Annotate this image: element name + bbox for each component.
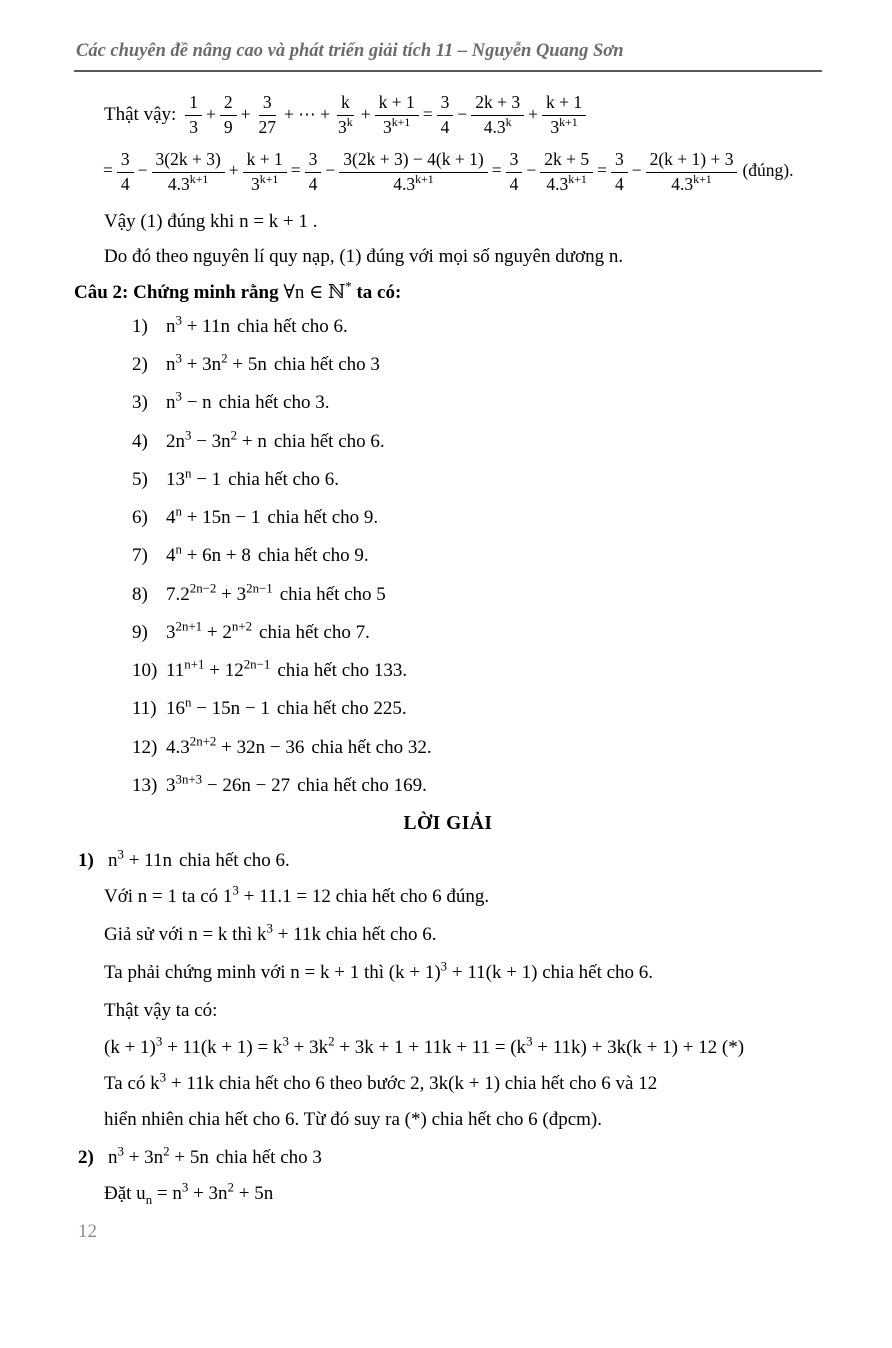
problem-number: 3) — [132, 392, 148, 414]
problem-math: $4.3^{2n+2} + 32n - 36$ — [166, 733, 305, 758]
problem-math: $11^{n+1} + 12^{2n-1}$ — [166, 656, 271, 682]
problem-item-6 — [132, 503, 822, 530]
solution-line-indeed: Thật vậy ta có: — [104, 999, 218, 1021]
equation-1-label: Thật vậy: — [104, 103, 177, 125]
solution-line-hypothesis: Giả sử với n = k thì $k^3 + 11k$ chia hết cho 6. — [104, 920, 437, 945]
problem-number: 7) — [132, 545, 148, 567]
problem-math: $n^3 + 3n^2 + 5n$ — [166, 350, 267, 376]
page-header: Các chuyên đề nâng cao và phát triển giải tích 11 – Nguyễn Quang Sơn — [74, 40, 822, 72]
problem-item-9 — [132, 618, 822, 645]
problem-item-2 — [132, 350, 822, 377]
problem-number: 13) — [132, 774, 158, 796]
problem-math: $13^n - 1$ — [166, 465, 222, 490]
fraction: $\frac{1}{3}$ — [185, 92, 202, 139]
problem-list — [74, 312, 822, 798]
problem-item-5 — [132, 465, 822, 492]
problem-text: chia hết cho 32. — [311, 736, 432, 758]
problem-item-12 — [132, 733, 822, 760]
problem-text: chia hết cho 225. — [276, 698, 407, 720]
operator: + — [528, 103, 538, 124]
solutions-heading: LỜI GIẢI — [403, 813, 493, 835]
problem-item-1 — [132, 312, 822, 339]
solution-item-math: $n^3 + 11n$ — [108, 846, 172, 871]
problem-number: 9) — [132, 621, 148, 643]
solution-item-text: chia hết cho 3 — [215, 1146, 322, 1168]
solution-line-goal: Ta phải chứng minh với n = k + 1 thì $(k + 1)^3 + 11(k + 1)$ chia hết cho 6. — [104, 958, 654, 983]
problem-item-3 — [132, 391, 822, 415]
fraction: $\frac{k + 1}{3^{k+1}}$ — [375, 92, 419, 139]
fraction: $\frac{k}{3^k}$ — [338, 92, 353, 137]
problem-number: 8) — [132, 583, 148, 605]
equation-line-2 — [74, 149, 822, 196]
equation-text: (đúng). — [742, 160, 794, 181]
problem-number: 12) — [132, 736, 158, 758]
operator: − — [526, 160, 537, 181]
fraction: $\frac{3}{4}$ — [611, 149, 628, 196]
problem-math: $4^n + 6n + 8$ — [166, 542, 251, 567]
problem-number: 1) — [132, 315, 148, 337]
operator: − — [457, 103, 468, 124]
operator: − — [137, 160, 148, 181]
problem-item-11 — [132, 697, 822, 721]
solution-item-math: $n^3 + 3n^2 + 5n$ — [108, 1143, 209, 1168]
problem-text: chia hết cho 9. — [267, 507, 379, 529]
fraction: $\frac{2(k + 1) + 3}{4.3^{k+1}}$ — [646, 149, 738, 196]
problem-item-8 — [132, 580, 822, 607]
equation-1-body — [184, 92, 587, 137]
conclusion-line-2: Do đó theo nguyên lí quy nạp, (1) đúng với mọi số nguyên dương n. — [104, 246, 624, 268]
problem-item-10 — [132, 656, 822, 683]
problem-math: $3^{2n+1} + 2^{n+2}$ — [166, 618, 253, 643]
problem-math: $16^n - 15n - 1$ — [166, 695, 270, 720]
fraction: $\frac{k + 1}{3^{k+1}}$ — [243, 149, 287, 196]
problem-math: $n^3 - n$ — [166, 389, 212, 414]
problem-text: chia hết cho 169. — [297, 774, 427, 796]
operator: = — [103, 160, 113, 181]
problem-number: 4) — [132, 430, 148, 452]
problem-text: chia hết cho 3 — [273, 354, 380, 376]
problem-math: $4^n + 15n - 1$ — [166, 503, 261, 529]
operator: = — [597, 160, 607, 181]
problem-math: $2n^3 - 3n^2 + n$ — [166, 427, 267, 452]
solution-item-1-title — [74, 846, 822, 873]
solution-line-argument-1: Ta có $k^3 + 11k$ chia hết cho 6 theo bước 2, 3k(k + 1) chia hết cho 6 và 12 — [104, 1069, 658, 1094]
fraction: $\frac{k + 1}{3^{k+1}}$ — [542, 92, 586, 139]
problem-math: $7.2^{2n-2} + 3^{2n-1}$ — [166, 580, 273, 605]
operator: + — [228, 160, 239, 181]
fraction: $\frac{3(2k + 3)}{4.3^{k+1}}$ — [152, 149, 225, 196]
solution-item-number: 2) — [78, 1146, 94, 1168]
fraction: $\frac{2}{9}$ — [220, 92, 237, 139]
fraction: $\frac{3(2k + 3) - 4(k + 1)}{4.3^{k+1}}$ — [339, 149, 487, 196]
operator: = — [491, 160, 502, 181]
problem-math: $3^{3n+3} - 26n - 27$ — [166, 771, 291, 796]
solution-line-argument-2: hiển nhiên chia hết cho 6. Từ đó suy ra (*) chia hết cho 6 (đpcm). — [104, 1108, 602, 1130]
fraction: $\frac{3}{4}$ — [437, 92, 454, 139]
solution-line-base-case: Với n = 1 ta có $1^3 + 11.1 = 12$ chia hết cho 6 đúng. — [104, 882, 490, 908]
problem-text: chia hết cho 5 — [279, 583, 386, 605]
problem-2-heading — [74, 278, 822, 305]
fraction: $\frac{2k + 5}{4.3^{k+1}}$ — [540, 149, 593, 196]
fraction: $\frac{3}{4}$ — [506, 149, 523, 196]
equation-2-body — [100, 148, 794, 194]
fraction: $\frac{3}{4}$ — [117, 149, 134, 196]
problem-item-13 — [132, 771, 822, 798]
fraction: $\frac{3}{4}$ — [305, 149, 322, 196]
problem-number: 2) — [132, 354, 148, 376]
problem-text: chia hết cho 7. — [259, 621, 370, 643]
operator: − — [325, 160, 336, 181]
problem-2-title: Chứng minh rằng — [133, 282, 279, 304]
operator: = — [290, 160, 301, 181]
solution-item-number: 1) — [78, 849, 94, 871]
fraction: $\frac{3}{27}$ — [258, 92, 277, 137]
operator: = — [422, 103, 433, 124]
solution-item-text: chia hết cho 6. — [178, 849, 290, 871]
problem-2-label: Câu 2: — [74, 282, 129, 304]
operator: + ⋯ + — [284, 103, 331, 124]
problem-item-7 — [132, 544, 822, 568]
problem-text: chia hết cho 6. — [273, 430, 385, 452]
solution-line-dat-un: Đặt $u_n = n^3 + 3n^2 + 5n$ — [104, 1179, 274, 1208]
problem-item-4 — [132, 427, 822, 454]
equation-line-1 — [74, 92, 822, 139]
problem-text: chia hết cho 9. — [257, 545, 369, 567]
problem-text: chia hết cho 3. — [218, 392, 330, 414]
operator: + — [360, 103, 371, 124]
conclusion-line-1: Vậy (1) đúng khi n = k + 1 . — [104, 210, 318, 232]
problem-text: chia hết cho 6. — [236, 315, 348, 337]
problem-number: 6) — [132, 507, 148, 529]
problem-number: 11) — [132, 698, 157, 720]
problem-2-quantifier: ∀n ∈ ℕ* — [283, 278, 352, 304]
operator: − — [631, 160, 642, 181]
operator: + — [240, 103, 251, 124]
solution-line-expansion: $(k + 1)^3 + 11(k + 1) = k^3 + 3k^2 + 3k + 1 + 11k + 11 = (k^3 + 11k) + 3k(k + 1) + 12$ (*) — [104, 1033, 745, 1059]
problem-number: 5) — [132, 468, 148, 490]
problem-2-tail: ta có: — [356, 282, 402, 304]
problem-number: 10) — [132, 660, 158, 682]
problem-math: $n^3 + 11n$ — [166, 312, 230, 337]
solution-item-2-title — [74, 1143, 822, 1170]
problem-text: chia hết cho 6. — [228, 468, 339, 490]
operator: + — [206, 103, 216, 124]
problem-text: chia hết cho 133. — [277, 660, 408, 682]
fraction: $\frac{2k + 3}{4.3^k}$ — [471, 92, 524, 139]
page-number: 12 — [78, 1221, 97, 1242]
